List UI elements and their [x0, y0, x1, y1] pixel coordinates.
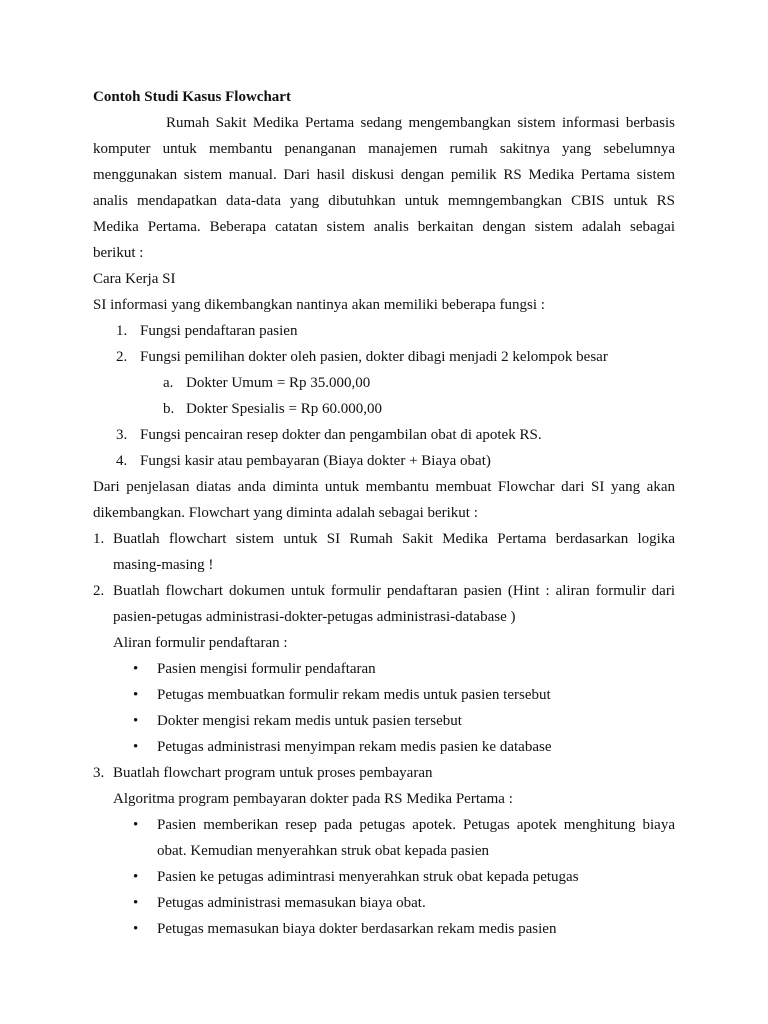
item-text: Fungsi kasir atau pembayaran (Biaya dokter + Biaya obat)	[140, 453, 491, 469]
section-heading: Cara Kerja SI	[93, 271, 176, 287]
bullet-icon: •	[133, 921, 139, 937]
bullet-text: Petugas administrasi memasukan biaya obat.	[157, 895, 426, 911]
bullet-icon: •	[133, 869, 139, 885]
task-subheading: Algoritma program pembayaran dokter pada RS Medika Pertama :	[113, 791, 513, 807]
task-text: Buatlah flowchart dokumen untuk formulir pendaftaran pasien (Hint : aliran formulir dari	[113, 583, 675, 599]
functions-intro: SI informasi yang dikembangkan nantinya akan memiliki beberapa fungsi :	[93, 297, 545, 313]
task-intro-line: dikembangkan. Flowchart yang diminta adalah sebagai berikut :	[93, 505, 478, 521]
doctor-group-item	[93, 396, 675, 422]
bullet-text: Petugas memasukan biaya dokter berdasarkan rekam medis pasien	[157, 921, 557, 937]
bullet-text-continued: obat. Kemudian menyerahkan struk obat kepada pasien	[157, 843, 489, 859]
task-number: 3.	[93, 765, 105, 781]
bullet-icon: •	[133, 661, 139, 677]
item-number: 2.	[116, 349, 128, 365]
doctor-group-item	[93, 370, 675, 396]
bullet-text: Pasien ke petugas adimintrasi menyerahkan struk obat kepada petugas	[157, 869, 579, 885]
item-number: 4.	[116, 453, 128, 469]
task-text: Buatlah flowchart program untuk proses pembayaran	[113, 765, 433, 781]
bullet-icon: •	[133, 817, 139, 833]
item-letter: a.	[163, 375, 174, 391]
task-intro-line: Dari penjelasan diatas anda diminta untuk membantu membuat Flowchar dari SI yang akan	[93, 479, 675, 495]
intro-line: analis mendapatkan data-data yang dibutuhkan untuk memngembangkan CBIS untuk RS	[93, 193, 675, 209]
task-subheading: Aliran formulir pendaftaran :	[113, 635, 288, 651]
bullet-item	[93, 812, 675, 838]
task-item	[93, 760, 675, 786]
bullet-item	[93, 916, 675, 942]
bullet-item	[93, 734, 675, 760]
bullet-item	[93, 682, 675, 708]
task-text-continued: pasien-petugas administrasi-dokter-petugas administrasi-database )	[113, 609, 516, 625]
bullet-icon: •	[133, 687, 139, 703]
intro-line: Medika Pertama. Beberapa catatan sistem analis berkaitan dengan sistem adalah sebagai	[93, 219, 675, 235]
function-item	[93, 344, 675, 370]
bullet-icon: •	[133, 713, 139, 729]
intro-line: komputer untuk membantu penanganan manajemen rumah sakitnya yang sebelumnya	[93, 141, 675, 157]
task-number: 2.	[93, 583, 105, 599]
intro-line: Rumah Sakit Medika Pertama sedang mengembangkan sistem informasi berbasis	[166, 115, 675, 131]
document-page	[93, 84, 675, 942]
task-text-continued: masing-masing !	[113, 557, 214, 573]
task-text: Buatlah flowchart sistem untuk SI Rumah Sakit Medika Pertama berdasarkan logika	[113, 531, 675, 547]
document-title: Contoh Studi Kasus Flowchart	[93, 89, 291, 105]
bullet-text: Pasien mengisi formulir pendaftaran	[157, 661, 376, 677]
item-letter: b.	[163, 401, 175, 417]
bullet-text: Dokter mengisi rekam medis untuk pasien tersebut	[157, 713, 462, 729]
function-item	[93, 448, 675, 474]
bullet-item	[93, 864, 675, 890]
bullet-text: Pasien memberikan resep pada petugas apotek. Petugas apotek menghitung biaya	[157, 817, 675, 833]
item-text: Dokter Umum = Rp 35.000,00	[186, 375, 371, 391]
intro-line: menggunakan sistem manual. Dari hasil diskusi dengan pemilik RS Medika Pertama sistem	[93, 167, 675, 183]
item-text: Dokter Spesialis = Rp 60.000,00	[186, 401, 382, 417]
item-text: Fungsi pemilihan dokter oleh pasien, dokter dibagi menjadi 2 kelompok besar	[140, 349, 608, 365]
bullet-icon: •	[133, 739, 139, 755]
bullet-text: Petugas membuatkan formulir rekam medis untuk pasien tersebut	[157, 687, 551, 703]
bullet-text: Petugas administrasi menyimpan rekam medis pasien ke database	[157, 739, 552, 755]
item-text: Fungsi pencairan resep dokter dan pengambilan obat di apotek RS.	[140, 427, 542, 443]
bullet-item	[93, 708, 675, 734]
task-item	[93, 578, 675, 604]
bullet-item	[93, 656, 675, 682]
task-item	[93, 526, 675, 552]
function-item	[93, 318, 675, 344]
function-item	[93, 422, 675, 448]
intro-line: berikut :	[93, 245, 144, 261]
bullet-icon: •	[133, 895, 139, 911]
item-number: 1.	[116, 323, 128, 339]
task-number: 1.	[93, 531, 105, 547]
bullet-item	[93, 890, 675, 916]
item-text: Fungsi pendaftaran pasien	[140, 323, 298, 339]
item-number: 3.	[116, 427, 128, 443]
